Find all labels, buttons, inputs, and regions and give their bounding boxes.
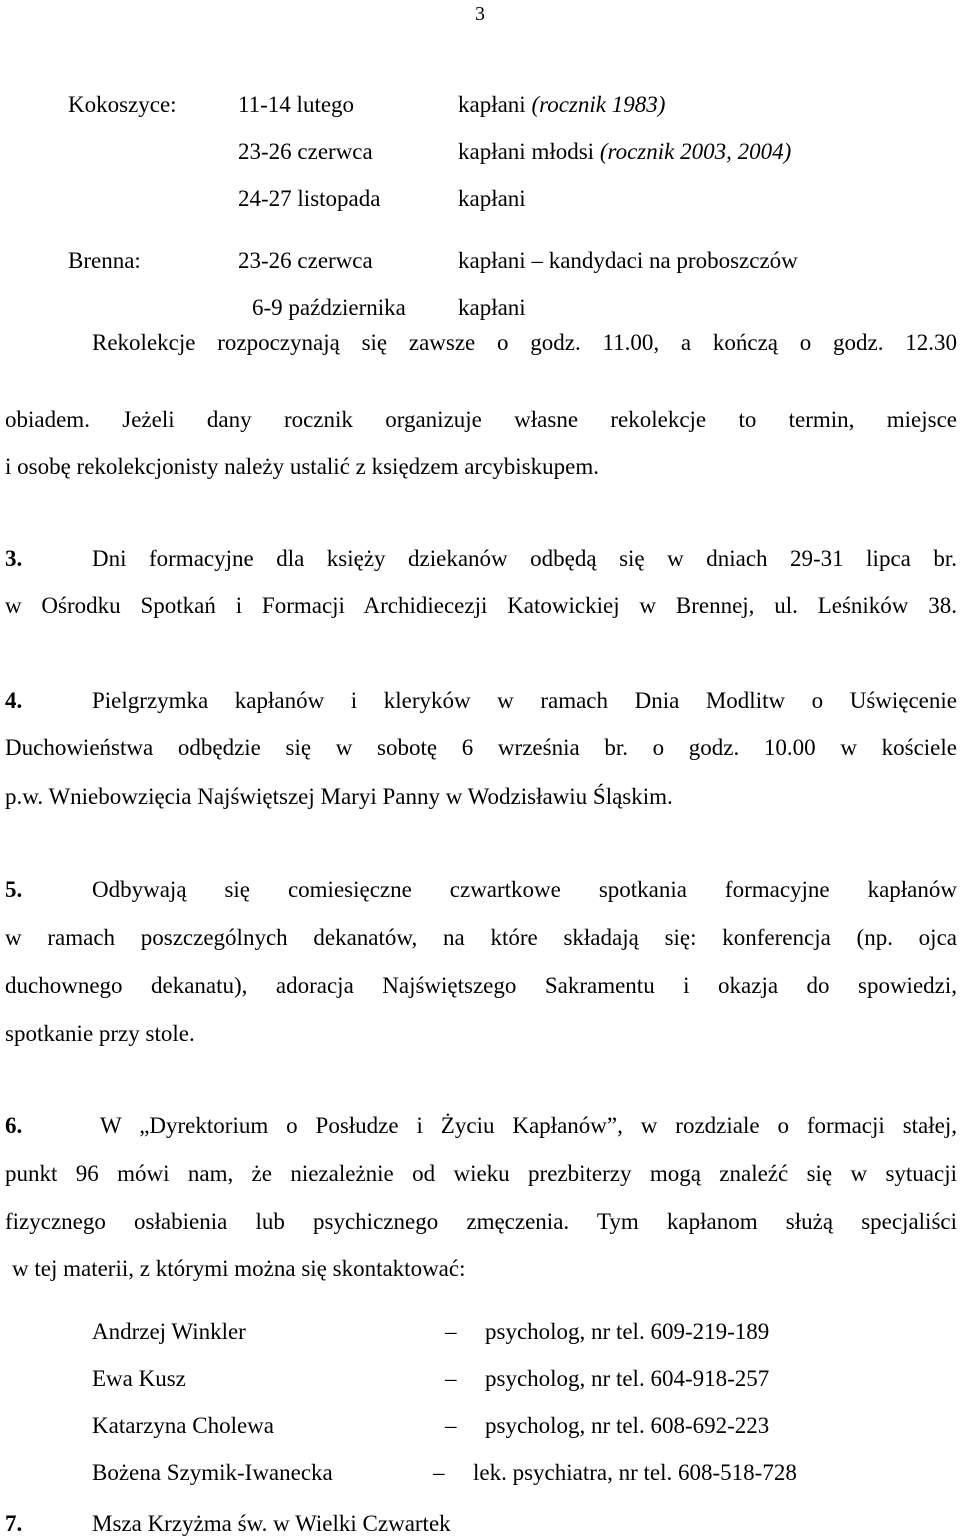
text-line: w tej materii, z którymi można się skontaktować:: [12, 1256, 466, 1281]
text-line: fizycznego osłabienia lub psychicznego zmęczenia. Tym kapłanom służą specjaliści: [5, 1209, 957, 1234]
place-label: Kokoszyce:: [68, 92, 177, 117]
text-line: w ramach poszczególnych dekanatów, na które składają się: konferencja (np. ojca: [5, 925, 957, 950]
text-line: w Ośrodku Spotkań i Formacji Archidiecezji Katowickiej w Brennej, ul. Leśników 38.: [5, 593, 957, 618]
specialist-name: Bożena Szymik-Iwanecka: [92, 1460, 333, 1485]
specialist-role: lek. psychiatra, nr tel. 608-518-728: [473, 1460, 797, 1485]
schedule-note: (rocznik 2003, 2004): [599, 139, 792, 164]
text-line: punkt 96 mówi nam, że niezależnie od wieku prezbiterzy mogą znaleźć się w sytuacji: [5, 1161, 957, 1186]
schedule-who-text: kapłani: [458, 186, 526, 211]
schedule-who: [458, 187, 526, 210]
section-number: 5.: [5, 877, 23, 902]
text-line: Rekolekcje rozpoczynają się zawsze o godz. 11.00, a kończą o godz. 12.30: [92, 330, 957, 355]
text-line: Pielgrzymka kapłanów i kleryków w ramach Dnia Modlitw o Uświęcenie: [92, 688, 957, 713]
schedule-date: 23-26 czerwca: [238, 139, 373, 164]
specialist-dash: –: [445, 1366, 457, 1391]
specialist-dash: –: [445, 1413, 457, 1438]
text-line: W „Dyrektorium o Posłudze i Życiu Kapłanów”, w rozdziale o formacji stałej,: [100, 1113, 957, 1138]
section-number: 4.: [5, 688, 23, 713]
text-line: Dni formacyjne dla księży dziekanów odbędą się w dniach 29-31 lipca br.: [92, 546, 957, 571]
specialist-name: Katarzyna Cholewa: [92, 1413, 275, 1438]
schedule-note: (rocznik 1983): [531, 92, 666, 117]
section-number: 6.: [5, 1113, 23, 1138]
section-title: Msza Krzyżma św. w Wielki Czwartek: [92, 1511, 451, 1536]
schedule-who-text: kapłani młodsi: [458, 139, 595, 164]
text-line: duchownego dekanatu), adoracja Najświętszego Sakramentu i okazja do spowiedzi,: [5, 973, 957, 998]
section-number: 7.: [5, 1511, 23, 1536]
specialist-role: psycholog, nr tel. 604-918-257: [485, 1366, 770, 1391]
schedule-date: 24-27 listopada: [238, 186, 381, 211]
place-label: Brenna:: [68, 248, 141, 273]
text-line: obiadem. Jeżeli dany rocznik organizuje własne rekolekcje to termin, miejsce: [5, 407, 957, 432]
schedule-who: kapłani: [458, 295, 526, 320]
specialist-role: psycholog, nr tel. 609-219-189: [485, 1319, 770, 1344]
text-line: Duchowieństwa odbędzie się w sobotę 6 września br. o godz. 10.00 w kościele: [5, 735, 957, 760]
text-line: i osobę rekolekcjonisty należy ustalić z księdzem arcybiskupem.: [5, 454, 599, 479]
page-number: 3: [475, 3, 485, 25]
schedule-date: 11-14 lutego: [238, 92, 355, 117]
schedule-who: kapłani – kandydaci na proboszczów: [458, 248, 798, 273]
text-line: Odbywają się comiesięczne czwartkowe spotkania formacyjne kapłanów: [92, 877, 957, 902]
schedule-date: 6-9 października: [252, 295, 406, 320]
schedule-who-text: kapłani: [458, 92, 526, 117]
text-line: spotkanie przy stole.: [5, 1021, 195, 1046]
specialist-dash: –: [433, 1460, 445, 1485]
specialist-dash: –: [445, 1319, 457, 1344]
schedule-who: [458, 140, 791, 163]
section-number: 3.: [5, 546, 23, 571]
text-line: p.w. Wniebowzięcia Najświętszej Maryi Panny w Wodzisławiu Śląskim.: [5, 784, 673, 809]
schedule-who: [458, 93, 665, 116]
specialist-name: Andrzej Winkler: [92, 1319, 246, 1344]
schedule-date: 23-26 czerwca: [238, 248, 373, 273]
specialist-role: psycholog, nr tel. 608-692-223: [485, 1413, 770, 1438]
specialist-name: Ewa Kusz: [92, 1366, 186, 1391]
